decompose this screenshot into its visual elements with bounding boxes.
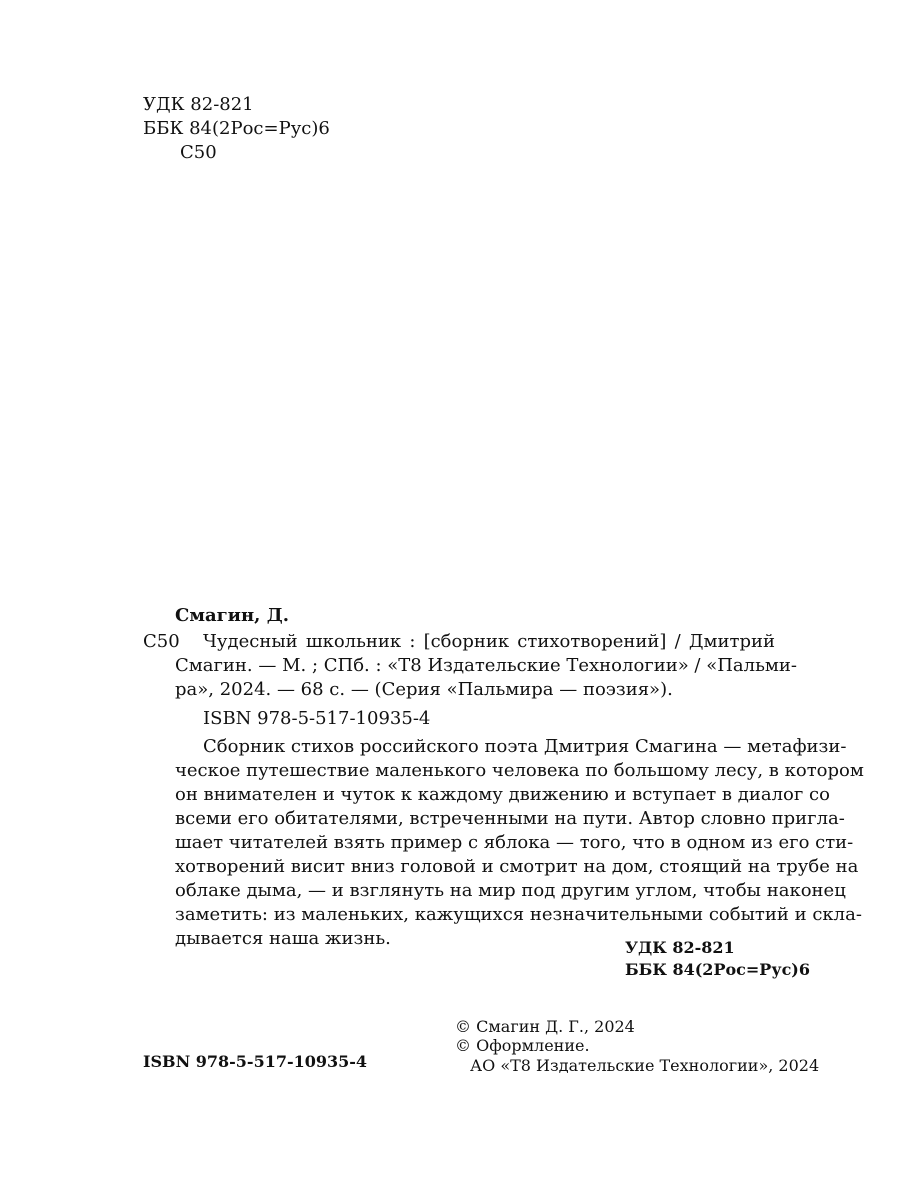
header-udk: УДК 82-821 <box>143 94 254 115</box>
entry-author-code: С50 <box>143 631 180 652</box>
footer-bbk: ББК 84(2Рос=Рус)6 <box>625 960 811 979</box>
annotation-line: Сборник стихов российского поэта Дмитрия Смагина — метафизи- <box>203 736 847 757</box>
header-author-code: С50 <box>180 142 217 163</box>
entry-description-line: Чудесный школьник : [сборник стихотворений] / Дмитрий <box>203 631 775 652</box>
annotation-line: дывается наша жизнь. <box>175 928 391 949</box>
copyright-design: © Оформление. <box>455 1036 590 1055</box>
annotation-line: он внимателен и чуток к каждому движению и вступает в диалог со <box>175 784 830 805</box>
annotation-line: ческое путешествие маленького человека по большому лесу, в котором <box>175 760 864 781</box>
copyright-publisher: АО «Т8 Издательские Технологии», 2024 <box>470 1056 820 1075</box>
header-bbk: ББК 84(2Рос=Рус)6 <box>143 118 330 139</box>
entry-author: Смагин, Д. <box>175 605 289 626</box>
annotation-line: заметить: из маленьких, кажущихся незначительными событий и скла- <box>175 904 862 925</box>
annotation-line: всеми его обитателями, встреченными на пути. Автор словно пригла- <box>175 808 845 829</box>
entry-description-line: ра», 2024. — 68 с. — (Серия «Пальмира — поэзия»). <box>175 679 673 700</box>
entry-isbn: ISBN 978-5-517-10935-4 <box>203 708 431 729</box>
copyright-author: © Смагин Д. Г., 2024 <box>455 1017 635 1036</box>
entry-description-line: Смагин. — М. ; СПб. : «Т8 Издательские Технологии» / «Пальми- <box>175 655 797 676</box>
annotation <box>175 735 864 951</box>
annotation-line: облаке дыма, — и взглянуть на мир под другим углом, чтобы наконец <box>175 880 846 901</box>
annotation-line: шает читателей взять пример с яблока — того, что в одном из его сти- <box>175 832 854 853</box>
footer-isbn: ISBN 978-5-517-10935-4 <box>143 1052 368 1071</box>
annotation-line: хотворений висит вниз головой и смотрит на дом, стоящий на трубе на <box>175 856 859 877</box>
entry-description <box>175 630 797 702</box>
footer-udk: УДК 82-821 <box>625 938 735 957</box>
